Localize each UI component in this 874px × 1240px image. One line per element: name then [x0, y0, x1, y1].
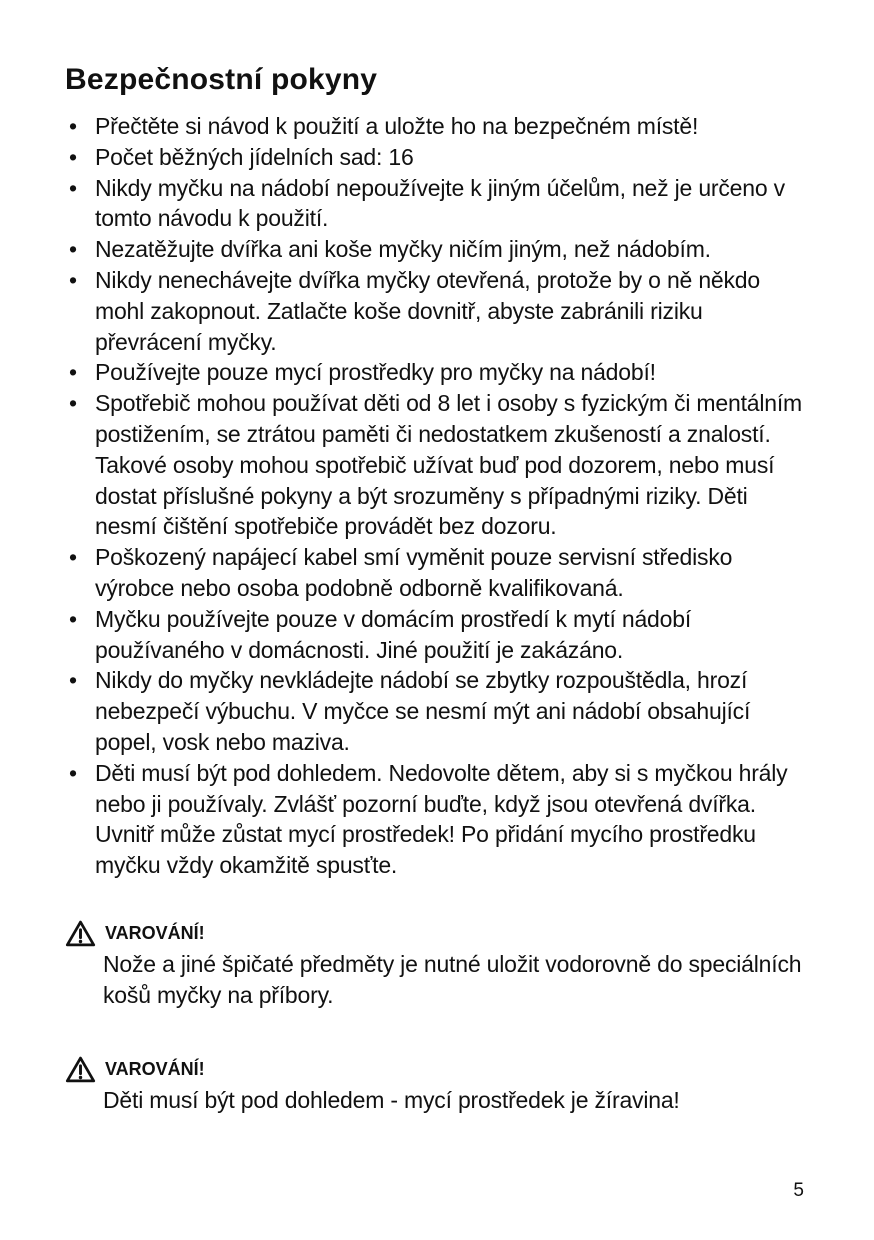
list-item-text: Přečtěte si návod k použití a uložte ho na bezpečném místě!	[95, 113, 699, 139]
list-item	[65, 265, 813, 357]
bullet-icon: •	[69, 174, 77, 201]
warning-text: Nože a jiné špičaté předměty je nutné uložit vodorovně do speciálních košů myčky na příbory.	[103, 950, 802, 1008]
warning-text: Děti musí být pod dohledem - mycí prostředek je žíravina!	[103, 1086, 680, 1113]
list-item-text: Počet běžných jídelních sad: 16	[95, 143, 414, 170]
list-item	[65, 665, 813, 757]
warning-label: VAROVÁNÍ!	[105, 1058, 205, 1079]
list-item-text: Poškozený napájecí kabel smí vyměnit pouze servisní středisko výrobce nebo osoba podobně odborně kvalifikovaná.	[95, 544, 733, 601]
warning-label: VAROVÁNÍ!	[105, 922, 205, 943]
list-item-text: Nezatěžujte dvířka ani koše myčky ničím jiným, než nádobím.	[95, 236, 711, 263]
warning-header	[65, 919, 813, 948]
warning-triangle-icon	[65, 1055, 96, 1084]
safety-bullet-list	[65, 111, 813, 881]
bullet-icon: •	[69, 759, 77, 786]
bullet-icon: •	[69, 359, 77, 386]
warning-header	[65, 1055, 813, 1084]
list-item-text: Myčku používejte pouze v domácím prostředí k mytí nádobí používaného v domácnosti. Jiné použití je zakázáno.	[95, 605, 692, 663]
warning-section	[65, 1055, 813, 1116]
bullet-icon: •	[69, 667, 77, 694]
list-item	[65, 357, 813, 388]
warning-triangle-icon	[65, 919, 96, 948]
list-item	[65, 142, 813, 173]
list-item-text: Nikdy do myčky nevkládejte nádobí se zbytky rozpouštědla, hrozí nebezpečí výbuchu. V myčce se nesmí mýt ani nádobí obsahující popel, vosk nebo maziva.	[95, 667, 751, 755]
list-item-text: Spotřebič mohou používat děti od 8 let i osoby s fyzickým či mentálním postižením, se ztrátou paměti či nedostatkem zkušeností a znalostí. Takové osoby mohou spotřebič užívat buď pod dozorem, nebo musí dostat příslušné pokyny a být srozuměny s případnými riziky. Děti nesmí čištění spotřebiče provádět bez dozoru.	[95, 390, 802, 540]
list-item-text: Děti musí být pod dohledem. Nedovolte dětem, aby si s myčkou hrály nebo ji používaly. Zvlášť pozorní buďte, když jsou otevřená dvířka. Uvnitř může zůstat mycí prostředek! Po přidání mycího prostředku myčku vždy okamžitě spusťte.	[95, 759, 788, 879]
list-item	[65, 758, 813, 881]
bullet-icon: •	[69, 266, 77, 293]
list-item	[65, 234, 813, 265]
bullet-icon: •	[69, 544, 77, 571]
list-item	[65, 388, 813, 542]
bullet-icon: •	[69, 143, 77, 170]
bullet-icon: •	[69, 236, 77, 263]
bullet-icon: •	[69, 113, 77, 139]
list-item	[65, 111, 813, 142]
list-item	[65, 604, 813, 666]
bullet-icon: •	[69, 605, 77, 632]
page-title: Bezpečnostní pokyny	[65, 63, 378, 96]
page-number: 5	[793, 1180, 804, 1201]
bullet-icon: •	[69, 390, 77, 417]
page-content	[65, 64, 813, 1116]
list-item-text: Nikdy myčku na nádobí nepoužívejte k jiným účelům, než je určeno v tomto návodu k použití.	[95, 174, 785, 232]
list-item-text: Nikdy nenechávejte dvířka myčky otevřená, protože by o ně někdo mohl zakopnout. Zatlačte koše dovnitř, abyste zabránili riziku převrácení myčky.	[95, 266, 760, 355]
list-item	[65, 173, 813, 235]
list-item	[65, 542, 813, 604]
warning-section	[65, 919, 813, 1011]
list-item-text: Používejte pouze mycí prostředky pro myčky na nádobí!	[95, 359, 656, 386]
